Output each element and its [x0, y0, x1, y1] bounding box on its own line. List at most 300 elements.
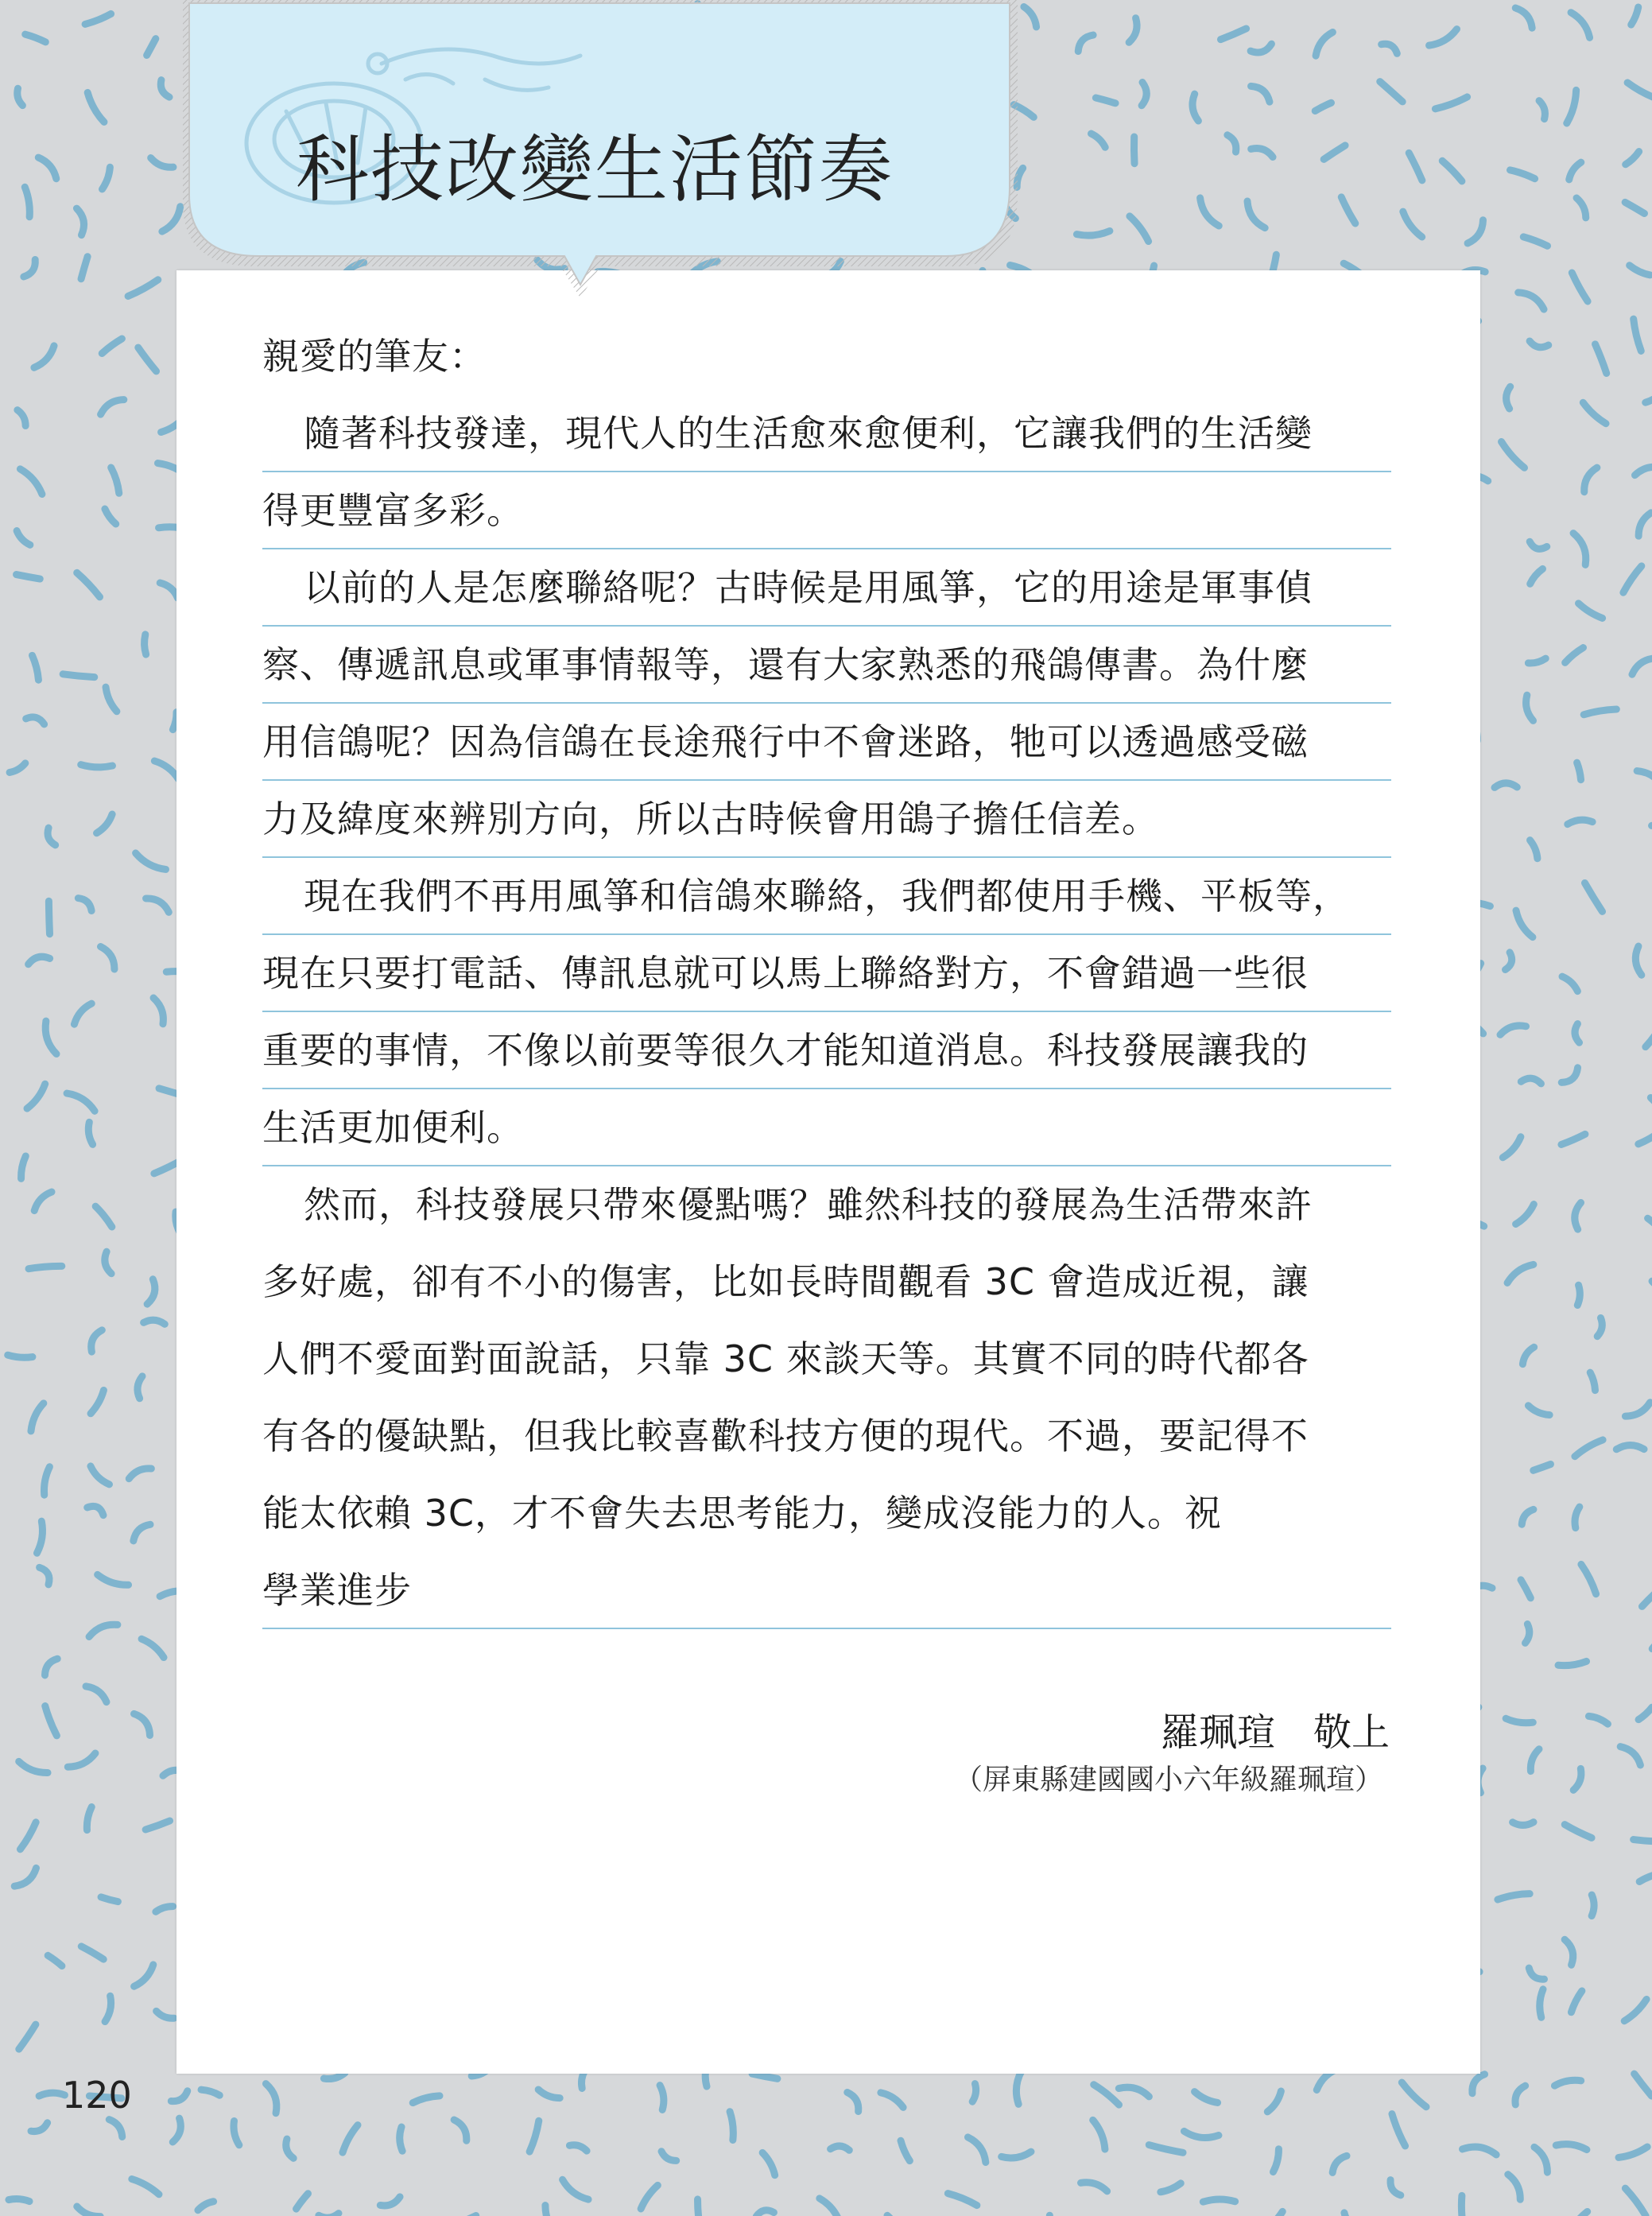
confetti-dash [14, 1868, 36, 1886]
confetti-dash [19, 2024, 36, 2049]
confetti-dash [1568, 820, 1592, 824]
confetti-dash [1575, 1203, 1581, 1230]
confetti-dash [901, 2140, 909, 2160]
confetti-dash [1402, 2082, 1426, 2107]
confetti-dash [157, 2011, 174, 2018]
confetti-dash [160, 583, 177, 598]
confetti-dash [17, 410, 25, 426]
confetti-dash [34, 346, 54, 367]
confetti-dash [77, 572, 100, 597]
confetti-dash [1634, 319, 1642, 351]
confetti-dash [17, 575, 41, 579]
confetti-dash [1078, 35, 1093, 51]
confetti-dash [147, 1279, 155, 1304]
confetti-dash [10, 763, 25, 773]
letter-line: 然而，科技發展只帶來優點嗎？雖然科技的發展為生活帶來許 [304, 1183, 1313, 1226]
confetti-dash [948, 2194, 977, 2206]
letter-line: 以前的人是怎麼聯絡呢？古時候是用風箏，它的用途是軍事偵 [262, 549, 1391, 627]
confetti-dash [138, 347, 157, 371]
confetti-dash [1251, 44, 1271, 52]
confetti-dash [1409, 153, 1422, 180]
confetti-dash [1565, 1825, 1592, 1838]
confetti-dash [1341, 197, 1355, 223]
confetti-dash [1324, 146, 1345, 159]
confetti-dash [1435, 97, 1467, 109]
confetti-dash [89, 1624, 118, 1636]
confetti-dash [87, 1807, 91, 1830]
confetti-dash [730, 2112, 733, 2140]
confetti-dash [1518, 293, 1544, 309]
confetti-dash [1380, 82, 1402, 102]
confetti-dash [1076, 231, 1109, 235]
confetti-dash [136, 853, 166, 870]
confetti-dash [1503, 1137, 1521, 1158]
confetti-dash [1203, 2199, 1235, 2202]
confetti-dash [29, 1266, 62, 1268]
confetti-dash [1429, 29, 1457, 46]
confetti-dash [661, 2152, 677, 2161]
confetti-dash [641, 2185, 657, 2209]
letter-line: 力及緯度來辨別方向，所以古時候會用鴿子擔任信差。 [262, 781, 1391, 858]
confetti-dash [1583, 402, 1606, 423]
confetti-dash [20, 1822, 36, 1849]
confetti-dash [1462, 2147, 1496, 2155]
confetti-dash [1273, 2149, 1278, 2172]
confetti-dash [1561, 1068, 1577, 1083]
confetti-dash [538, 2090, 560, 2098]
confetti-dash [1639, 1874, 1652, 1881]
confetti-dash [1565, 1939, 1573, 1965]
confetti-dash [1646, 1019, 1652, 1046]
confetti-dash [1092, 134, 1106, 147]
confetti-dash [1576, 198, 1586, 218]
confetti-dash [660, 2086, 664, 2110]
confetti-dash [1521, 1078, 1541, 1084]
confetti-dash [1161, 2183, 1181, 2192]
confetti-dash [97, 814, 113, 833]
confetti-dash [1575, 1507, 1580, 1527]
confetti-dash [762, 2152, 775, 2175]
confetti-dash [1565, 648, 1584, 663]
confetti-dash [153, 998, 163, 1024]
confetti-dash [38, 157, 56, 179]
confetti-dash [1502, 442, 1525, 468]
confetti-dash [134, 1713, 150, 1735]
letter-line: 生活更加便利。 [262, 1089, 1391, 1166]
confetti-dash [1625, 1403, 1650, 1416]
letter-line: 有各的優缺點，但我比較喜歡科技方便的現代。不過，要記得不 [262, 1415, 1309, 1457]
confetti-dash [19, 1761, 48, 1772]
confetti-dash [1573, 1768, 1581, 1790]
confetti-dash [1119, 2087, 1149, 2097]
confetti-dash [1192, 94, 1198, 121]
confetti-dash [39, 2093, 64, 2096]
confetti-dash [343, 2125, 358, 2153]
confetti-dash [847, 2093, 859, 2112]
confetti-dash [1625, 202, 1644, 213]
letter-line: 隨著科技發達，現代人的生活愈來愈便利，它讓我們的生活變 [262, 395, 1391, 472]
confetti-dash [1588, 1716, 1607, 1724]
confetti-dash [1495, 783, 1517, 788]
confetti-dash [144, 1320, 165, 1324]
confetti-dash [87, 1506, 103, 1515]
confetti-dash [1522, 1509, 1534, 1524]
confetti-dash [1638, 1707, 1652, 1719]
confetti-dash [102, 339, 122, 353]
confetti-dash [76, 208, 83, 235]
confetti-dash [25, 187, 29, 216]
confetti-dash [29, 957, 50, 964]
confetti-dash [1096, 98, 1115, 103]
confetti-dash [1578, 603, 1602, 619]
letter-line: 人們不愛面對面說話，只靠 3C 來談天等。其實不同的時代都各 [262, 1337, 1309, 1380]
confetti-dash [1002, 2152, 1031, 2158]
confetti-dash [1624, 1999, 1646, 2020]
confetti-dash [1521, 1580, 1530, 1598]
confetti-dash [105, 1252, 111, 1274]
confetti-dash [1635, 2074, 1652, 2096]
confetti-dash [1630, 266, 1650, 275]
confetti-dash [1184, 2131, 1218, 2137]
confetti-dash [91, 1466, 109, 1484]
confetti-dash [21, 1156, 26, 1178]
confetti-dash [198, 2202, 214, 2210]
confetti-dash [319, 2214, 339, 2216]
confetti-dash [1632, 658, 1652, 674]
confetti-dash [77, 2206, 100, 2216]
confetti-dash [972, 2084, 975, 2102]
confetti-dash [1568, 2211, 1588, 2216]
confetti-dash [111, 468, 119, 493]
confetti-dash [101, 947, 114, 969]
confetti-dash [1642, 1586, 1652, 1607]
confetti-dash [1646, 382, 1652, 403]
confetti-dash [1258, 2211, 1282, 2216]
confetti-dash [831, 2146, 850, 2150]
confetti-dash [324, 2073, 345, 2079]
confetti-dash [74, 1003, 91, 1024]
confetti-dash [1530, 569, 1543, 584]
confetti-dash [173, 2118, 180, 2142]
confetti-dash [17, 88, 23, 105]
confetti-dash [1530, 1749, 1539, 1772]
confetti-dash [142, 1639, 164, 1657]
confetti-dash [81, 257, 87, 279]
confetti-dash [1534, 2147, 1547, 2172]
confetti-dash [1584, 883, 1602, 911]
confetti-dash [1584, 709, 1616, 715]
letter-salutation: 親愛的筆友： [262, 335, 487, 378]
letter-line: 現在只要打電話、傳訊息就可以馬上聯絡對方，不會錯過一些很 [262, 935, 1391, 1012]
confetti-dash [1017, 168, 1022, 187]
confetti-dash [1631, 7, 1638, 25]
confetti-dash [698, 2199, 700, 2216]
confetti-dash [44, 1467, 49, 1495]
confetti-dash [1562, 976, 1577, 991]
letter-line: 重要的事情，不像以前要等很久才能知道消息。科技發展讓我的 [262, 1012, 1391, 1089]
confetti-dash [1515, 2086, 1526, 2105]
letter-line: 多好處，卻有不小的傷害，比如長時間觀看 3C 會造成近視，讓 [262, 1260, 1309, 1303]
confetti-dash [105, 509, 116, 524]
confetti-dash [48, 828, 56, 845]
confetti-dash [1382, 44, 1398, 53]
confetti-dash [105, 1996, 111, 2021]
confetti-dash [820, 2199, 840, 2216]
confetti-dash [413, 2096, 440, 2103]
confetti-dash [1623, 566, 1642, 592]
confetti-dash [1516, 1205, 1534, 1224]
confetti-dash [128, 280, 158, 297]
confetti-dash [98, 1574, 129, 1585]
confetti-dash [1332, 2156, 1347, 2172]
confetti-dash [1081, 2183, 1107, 2191]
confetti-dash [145, 1821, 169, 1830]
confetti-dash [286, 2139, 293, 2158]
confetti-dash [201, 2090, 219, 2095]
confetti-dash [147, 39, 156, 56]
confetti-dash [1577, 1285, 1580, 1305]
confetti-dash [1567, 90, 1576, 123]
confetti-dash [91, 1390, 103, 1413]
confetti-dash [1024, 7, 1037, 27]
confetti-dash [27, 1084, 45, 1108]
confetti-dash [146, 898, 169, 912]
confetti-dash [266, 2084, 276, 2113]
confetti-dash [1392, 2114, 1406, 2146]
confetti-dash [1571, 13, 1590, 38]
confetti-dash [1558, 1661, 1587, 1665]
confetti-dash [48, 1955, 62, 1966]
confetti-dash [1596, 344, 1607, 374]
confetti-dash [1539, 101, 1545, 119]
confetti-dash [9, 2199, 29, 2202]
confetti-dash [756, 2210, 774, 2216]
confetti-dash [45, 1706, 57, 1736]
confetti-dash [88, 1122, 92, 1144]
letter-line: 察、傳遞訊息或軍事情報等，還有大家熟悉的飛鴿傳書。為什麼 [262, 627, 1391, 704]
confetti-dash [37, 1521, 42, 1553]
confetti-dash [78, 898, 91, 911]
confetti-dash [101, 400, 124, 415]
confetti-dash [25, 34, 46, 42]
confetti-dash [1637, 771, 1652, 787]
confetti-dash [1093, 2120, 1105, 2149]
confetti-dash [1638, 1127, 1652, 1144]
confetti-dash [1635, 946, 1642, 975]
confetti-dash [32, 655, 38, 680]
confetti-dash [1620, 1747, 1640, 1765]
confetti-dash [138, 1376, 142, 1399]
confetti-dash [1461, 2195, 1464, 2216]
letter-closing: 學業進步 [262, 1552, 1391, 1629]
confetti-dash [1403, 212, 1422, 237]
confetti-dash [1267, 2091, 1281, 2112]
confetti-dash [1625, 2188, 1646, 2216]
confetti-dash [1575, 1440, 1603, 1457]
confetti-dash [67, 1093, 95, 1111]
confetti-dash [1220, 29, 1246, 40]
confetti-dash [1525, 1624, 1529, 1644]
confetti-dash [1530, 840, 1538, 859]
confetti-dash [1528, 1406, 1549, 1415]
confetti-dash [1506, 953, 1512, 970]
confetti-dash [81, 1946, 103, 1959]
confetti-dash [1554, 2080, 1580, 2086]
confetti-dash [48, 901, 49, 933]
confetti-dash [1569, 162, 1581, 180]
confetti-dash [129, 1469, 151, 1479]
confetti-dash [1540, 1989, 1543, 2018]
confetti-dash [1315, 103, 1331, 111]
confetti-dash [1572, 273, 1588, 301]
confetti-dash [85, 14, 111, 24]
confetti-dash [1577, 763, 1581, 780]
letter-line: 用信鴿呢？因為信鴿在長途飛行中不會迷路，牠可以透過感受磁 [262, 704, 1391, 781]
article-title: 科技改變生活節奏 [296, 127, 894, 212]
confetti-dash [563, 2179, 589, 2199]
letter-body [262, 318, 1391, 1629]
confetti-dash [1506, 1718, 1533, 1722]
confetti-dash [1515, 8, 1532, 28]
confetti-dash [1316, 33, 1332, 56]
confetti-dash [1627, 83, 1652, 99]
confetti-dash [1129, 18, 1137, 43]
confetti-dash [1500, 1026, 1526, 1034]
confetti-dash [1571, 1991, 1581, 2012]
confetti-dash [1626, 152, 1639, 165]
confetti-dash [1094, 2085, 1119, 2105]
page-number: 120 [62, 2074, 132, 2117]
confetti-dash [1472, 2074, 1485, 2094]
author-source: （屏東縣建國國小六年級羅珮瑄） [953, 1764, 1383, 1796]
confetti-dash [45, 1659, 57, 1675]
confetti-dash [145, 635, 146, 654]
confetti-dash [881, 2093, 903, 2108]
confetti-dash [1529, 1968, 1544, 1979]
confetti-dash [1507, 1264, 1534, 1283]
confetti-dash [103, 167, 111, 189]
confetti-dash [454, 2120, 467, 2140]
confetti-dash [1526, 695, 1534, 720]
confetti-dash [40, 1567, 49, 1585]
confetti-dash [1584, 468, 1597, 492]
letter-line: 能太依賴 3C，才不會失去思考能力，變成沒能力的人。祝 [262, 1492, 1223, 1535]
confetti-dash [109, 2120, 122, 2137]
confetti-dash [1498, 1894, 1530, 1900]
confetti-dash [1344, 2213, 1363, 2216]
letter-line: 現在我們不再用風箏和信鴿來聯絡，我們都使用手機、平板等， [262, 858, 1391, 935]
confetti-dash [1530, 541, 1547, 549]
confetti-dash [34, 1192, 52, 1211]
confetti-dash [380, 2197, 400, 2206]
confetti-dash [1575, 1024, 1580, 1043]
confetti-dash [1528, 658, 1545, 663]
confetti-dash [106, 687, 117, 712]
letter-line: 得更豐富多彩。 [262, 472, 1391, 549]
confetti-dash [1634, 1840, 1652, 1842]
confetti-dash [101, 1897, 118, 1902]
confetti-dash [297, 2194, 308, 2209]
confetti-dash [45, 1021, 56, 1054]
confetti-dash [63, 674, 95, 677]
confetti-dash [1507, 386, 1510, 409]
confetti-dash [529, 2121, 539, 2152]
confetti-dash [1251, 149, 1273, 157]
confetti-dash [81, 765, 113, 767]
confetti-dash [1227, 135, 1236, 152]
confetti-dash [545, 2206, 558, 2216]
confetti-dash [31, 2123, 48, 2132]
confetti-dash [26, 717, 45, 724]
confetti-dash [1142, 82, 1146, 105]
confetti-dash [1513, 1822, 1534, 1826]
confetti-dash [134, 1965, 153, 1986]
confetti-dash [1516, 910, 1533, 937]
confetti-dash [24, 259, 35, 277]
confetti-dash [1616, 1446, 1644, 1450]
confetti-dash [95, 1206, 112, 1227]
confetti-dash [1619, 2147, 1647, 2157]
letter-signature: 羅珮瑄 敬上 [1160, 1710, 1390, 1755]
confetti-dash [1247, 201, 1265, 228]
confetti-dash [1534, 1464, 1551, 1470]
confetti-dash [1590, 1372, 1595, 1390]
confetti-dash [1522, 1347, 1534, 1364]
confetti-dash [154, 761, 178, 779]
confetti-dash [1597, 1318, 1602, 1336]
confetti-dash [1648, 1218, 1652, 1231]
confetti-dash [156, 1907, 173, 1912]
confetti-dash [87, 92, 104, 122]
confetti-dash [1016, 2070, 1022, 2104]
confetti-dash [1442, 161, 1462, 181]
confetti-dash [1195, 2092, 1218, 2103]
confetti-dash [1130, 216, 1149, 242]
confetti-dash [1638, 513, 1651, 536]
confetti-dash [1592, 1895, 1594, 1915]
confetti-dash [1251, 86, 1270, 102]
confetti-dash [31, 1403, 44, 1431]
confetti-dash [1530, 341, 1549, 347]
confetti-dash [569, 2145, 587, 2151]
confetti-dash [1390, 2180, 1401, 2195]
confetti-dash [17, 531, 30, 545]
confetti-dash [1468, 220, 1483, 243]
confetti-dash [968, 2137, 985, 2163]
confetti-dash [1573, 534, 1586, 565]
confetti-dash [752, 2074, 778, 2078]
confetti-dash [400, 2127, 402, 2151]
confetti-dash [86, 1686, 107, 1702]
confetti-dash [68, 1753, 95, 1767]
confetti-dash [1556, 2144, 1587, 2150]
confetti-dash [91, 1330, 103, 1352]
confetti-dash [1149, 2145, 1183, 2153]
confetti-dash [1510, 170, 1534, 179]
confetti-dash [1581, 1564, 1596, 1593]
confetti-dash [134, 1524, 150, 1541]
confetti-dash [171, 2091, 187, 2102]
confetti-dash [1523, 237, 1547, 246]
confetti-dash [234, 2121, 239, 2144]
confetti-dash [1561, 1134, 1585, 1144]
confetti-dash [1635, 467, 1652, 475]
confetti-dash [132, 2179, 159, 2194]
confetti-dash [8, 1355, 33, 1357]
confetti-dash [1200, 198, 1220, 226]
confetti-dash [20, 469, 42, 495]
confetti-dash [1508, 2175, 1520, 2200]
